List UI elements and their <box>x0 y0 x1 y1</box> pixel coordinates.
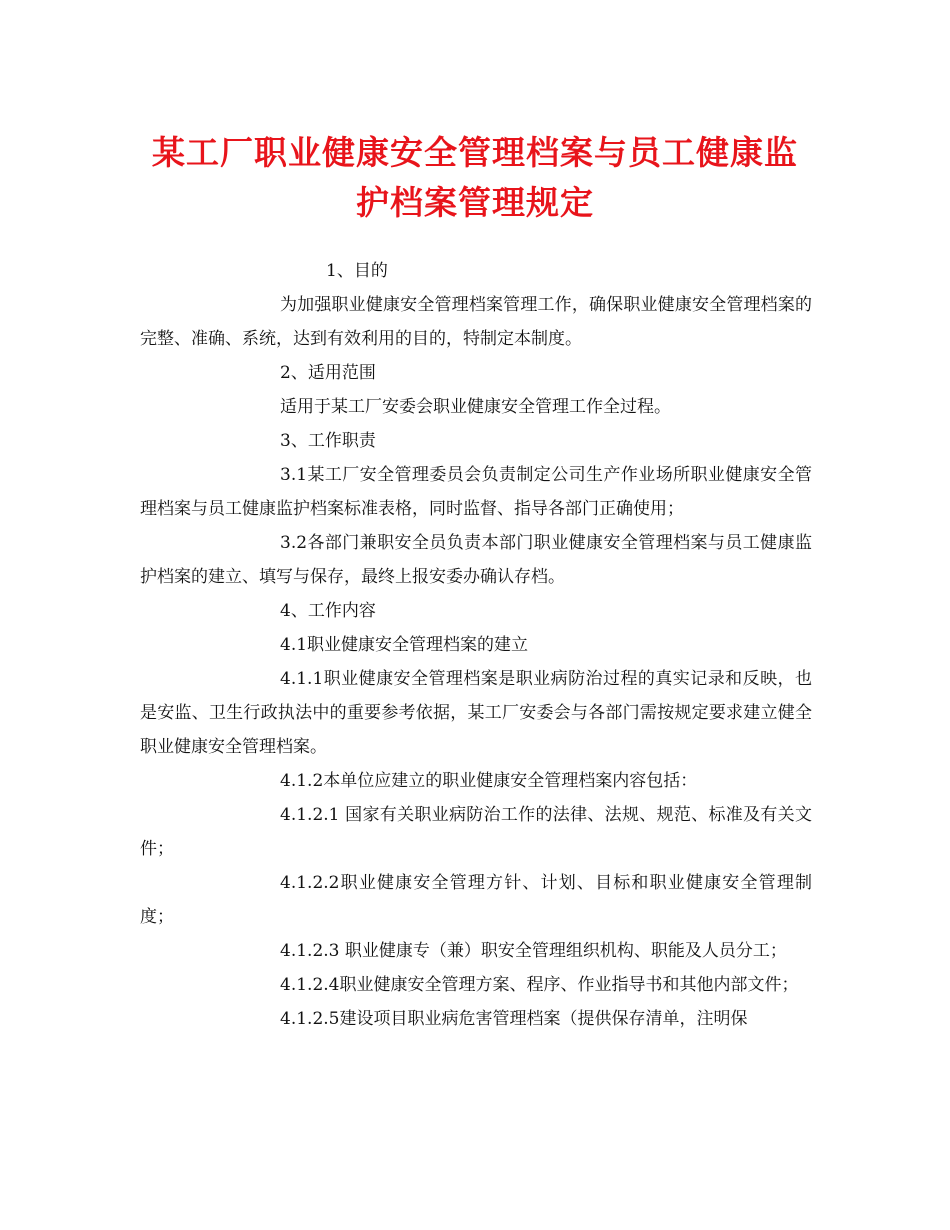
paragraph: 4.1.1职业健康安全管理档案是职业病防治过程的真实记录和反映，也是安监、卫生行政执法中的重要参考依据，某工厂安委会与各部门需按规定要求建立健全职业健康安全管理档案。 <box>140 669 812 757</box>
paragraph: 4.1职业健康安全管理档案的建立 <box>280 635 529 655</box>
heading-content: 4、工作内容 <box>280 601 376 621</box>
paragraph: 4.1.2本单位应建立的职业健康安全管理档案内容包括： <box>280 771 698 791</box>
heading-scope: 2、适用范围 <box>280 363 376 383</box>
paragraph: 适用于某工厂安委会职业健康安全管理工作全过程。 <box>280 397 671 417</box>
paragraph: 4.1.2.5建设项目职业病危害管理档案（提供保存清单，注明保 <box>280 1009 748 1029</box>
paragraph: 为加强职业健康安全管理档案管理工作，确保职业健康安全管理档案的完整、准确、系统，达到有效利用的目的，特制定本制度。 <box>140 295 812 349</box>
paragraph: 3.2各部门兼职安全员负责本部门职业健康安全管理档案与员工健康监护档案的建立、填写与保存，最终上报安委办确认存档。 <box>140 533 812 587</box>
document-title <box>130 128 820 228</box>
paragraph: 3.1某工厂安全管理委员会负责制定公司生产作业场所职业健康安全管理档案与员工健康监护档案标准表格，同时监督、指导各部门正确使用； <box>140 465 812 519</box>
paragraph: 4.1.2.2职业健康安全管理方针、计划、目标和职业健康安全管理制度； <box>140 873 812 927</box>
title-line-2: 护档案管理规定 <box>356 183 594 222</box>
paragraph: 4.1.2.4职业健康安全管理方案、程序、作业指导书和其他内部文件； <box>280 975 799 995</box>
heading-purpose: 1、目的 <box>326 261 388 281</box>
document-body <box>140 254 812 1036</box>
paragraph: 4.1.2.1 国家有关职业病防治工作的法律、法规、规范、标准及有关文件； <box>140 805 812 859</box>
heading-duties: 3、工作职责 <box>280 431 376 451</box>
title-line-1: 某工厂职业健康安全管理档案与员工健康监 <box>152 133 798 172</box>
paragraph: 4.1.2.3 职业健康专（兼）职安全管理组织机构、职能及人员分工； <box>280 941 787 961</box>
